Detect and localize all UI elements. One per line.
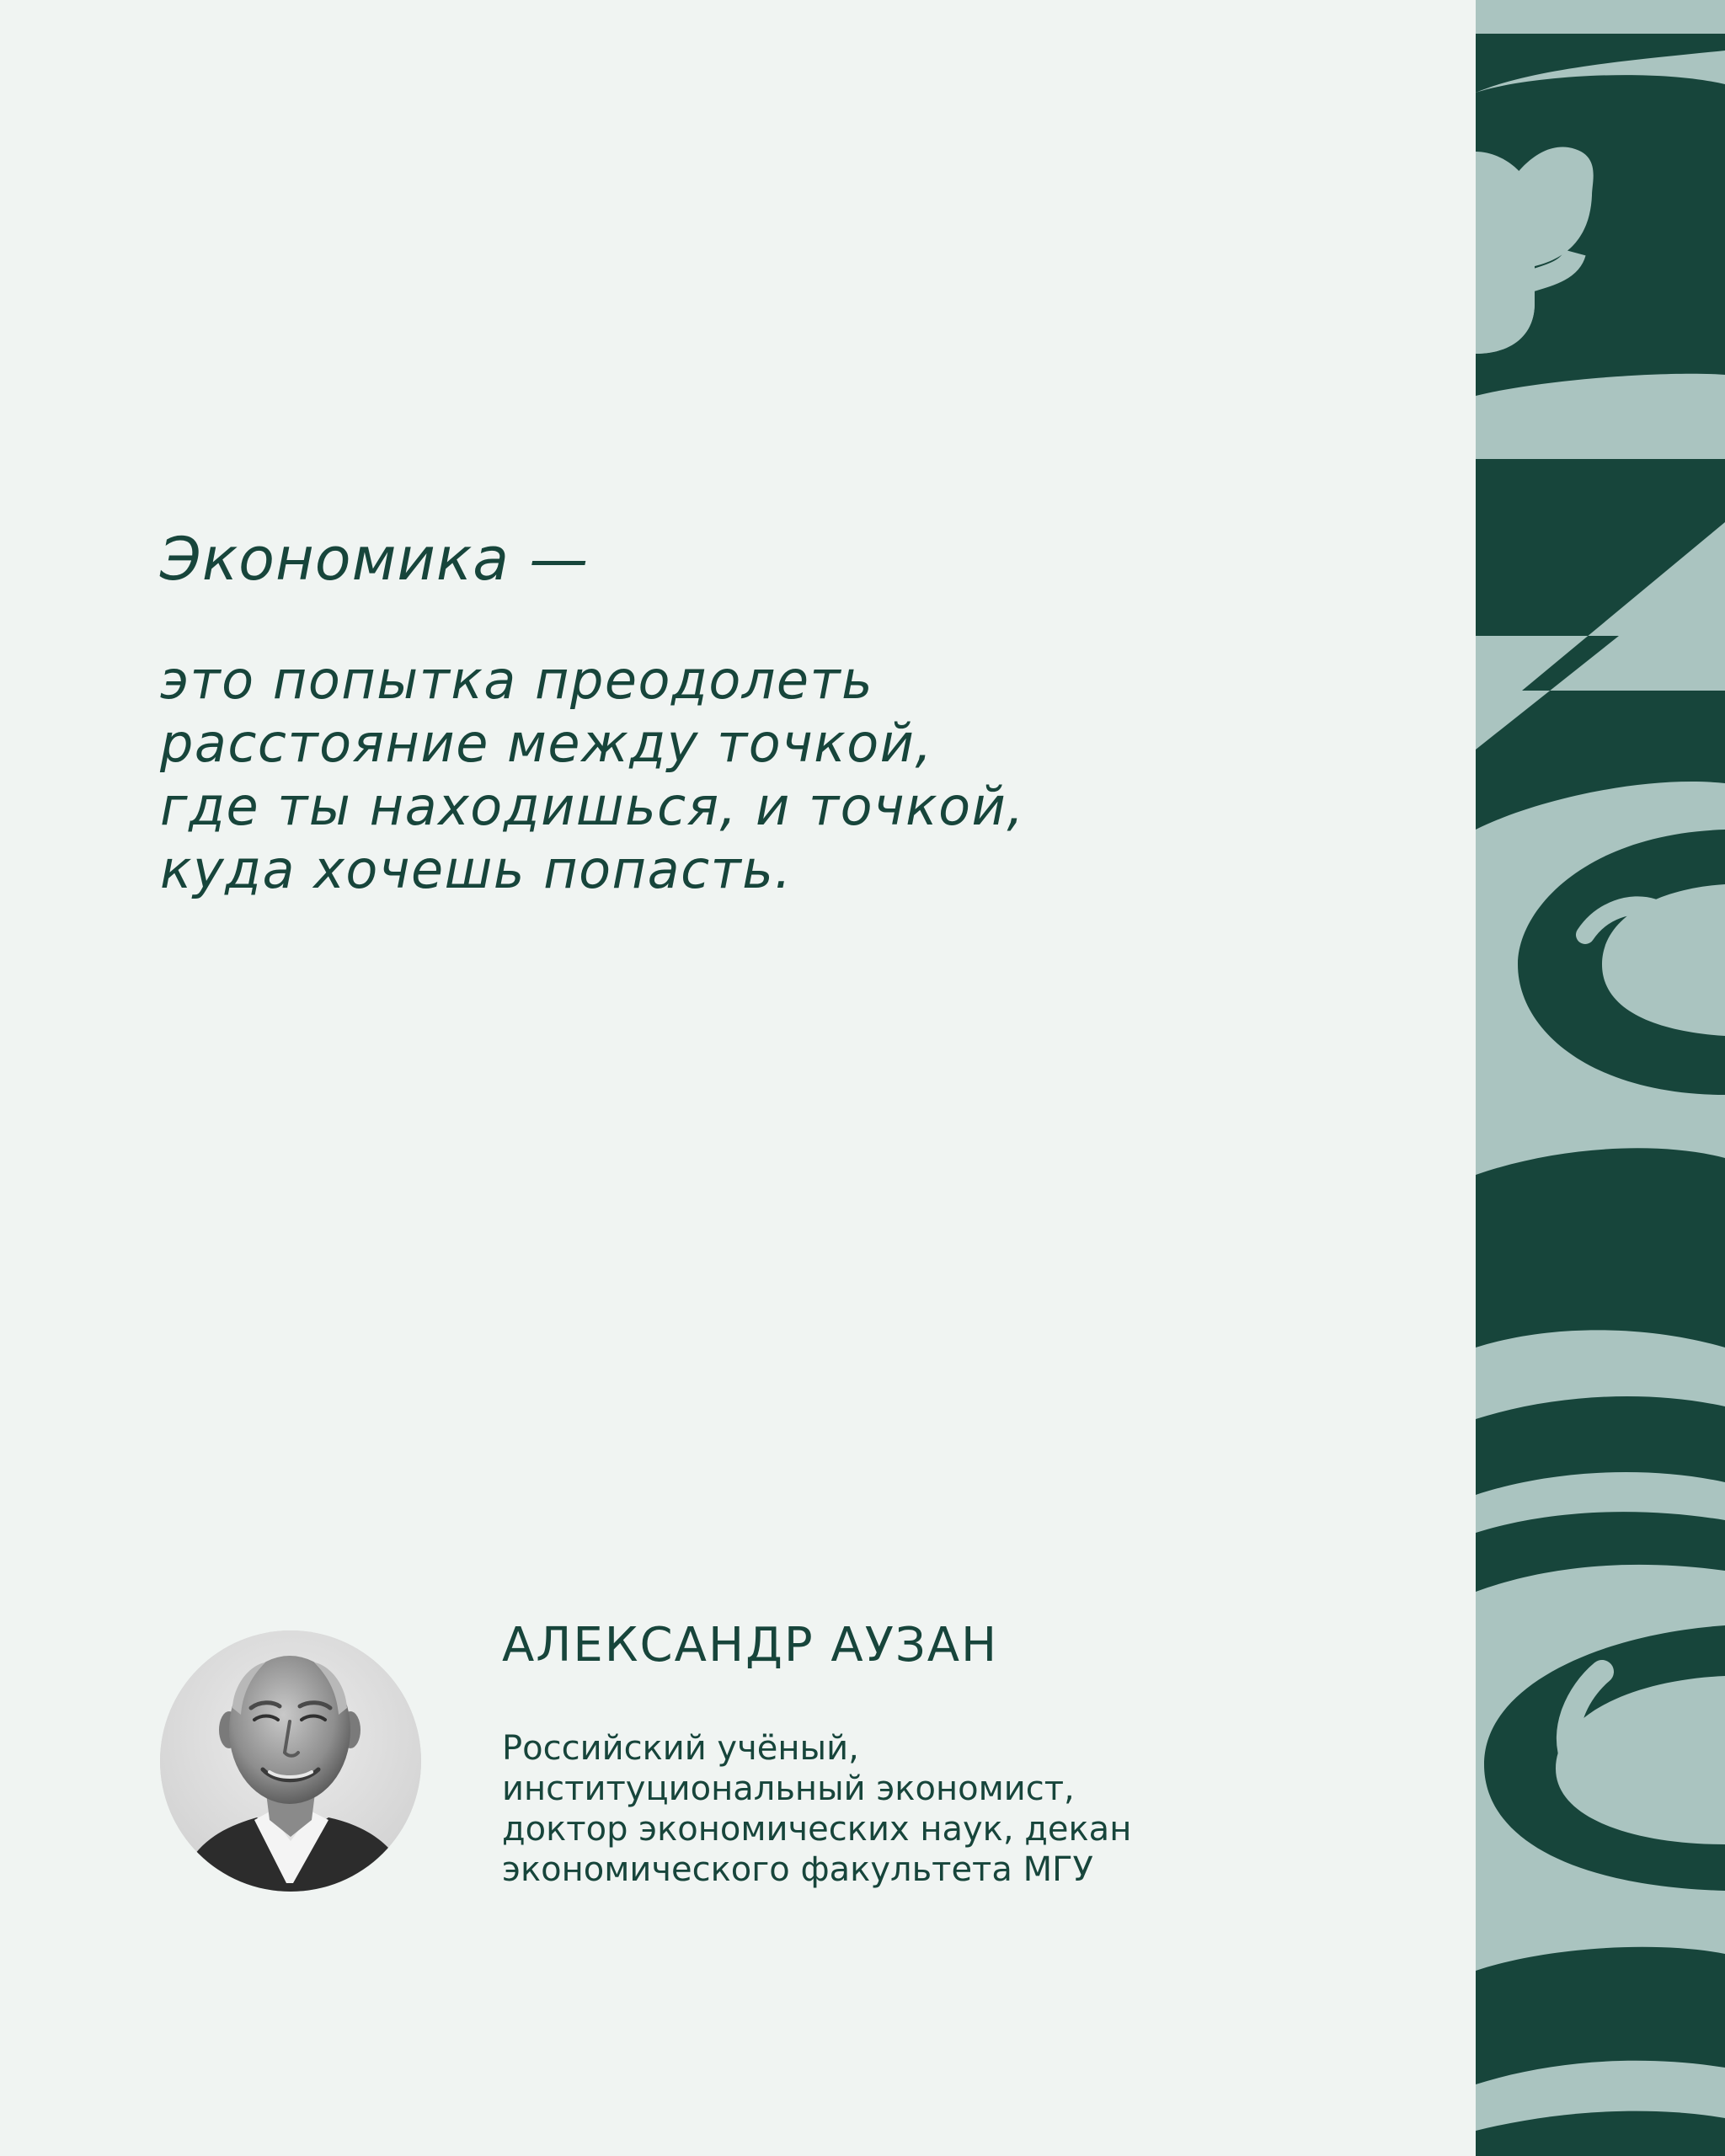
decorative-side-panel: [1476, 0, 1725, 2156]
author-description-line: институциональный экономист,: [502, 1769, 1075, 1808]
quote-lead: Экономика —: [160, 525, 590, 594]
author-description-line: экономического факультета МГУ: [502, 1850, 1093, 1889]
quote-line: где ты находишься, и точкой,: [160, 776, 1025, 837]
portrait-image: [160, 1630, 421, 1892]
quote-text: [160, 648, 1025, 901]
author-description: [502, 1728, 1131, 1890]
author-photo: [160, 1630, 421, 1892]
quote-line: это попытка преодолеть: [160, 649, 874, 711]
green-letter-pattern: [1476, 0, 1725, 2156]
author-description-line: Российский учёный,: [502, 1729, 859, 1768]
author-description-line: доктор экономических наук, декан: [502, 1810, 1132, 1849]
quote-line: расстояние между точкой,: [160, 712, 933, 774]
quote-line: куда хочешь попасть.: [160, 839, 793, 900]
author-name: АЛЕКСАНДР АУЗАН: [502, 1618, 999, 1673]
